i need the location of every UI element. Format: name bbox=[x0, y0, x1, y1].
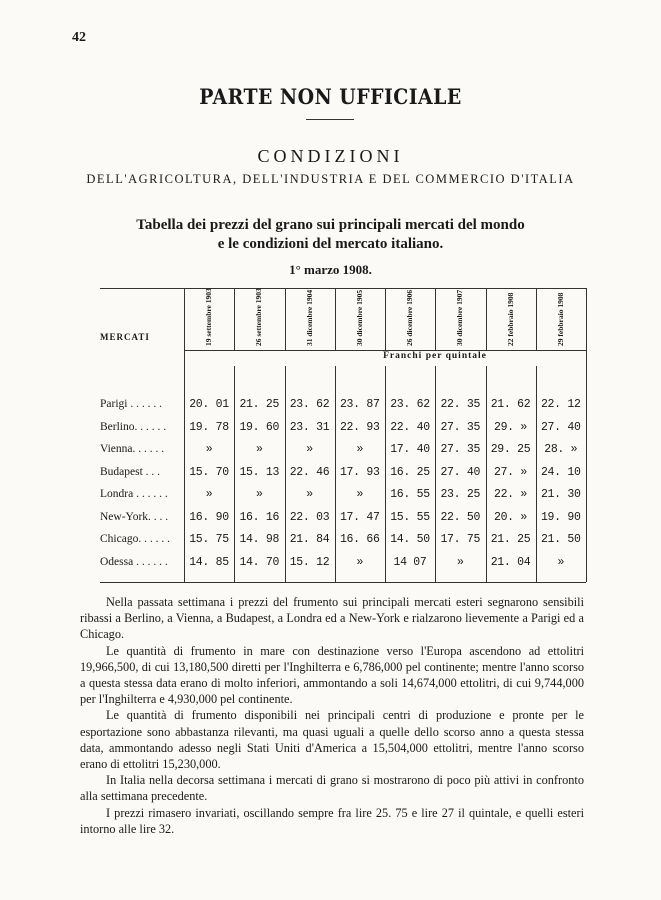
column-header-label: 19 settembre 1903 bbox=[204, 288, 213, 346]
price-cell: » bbox=[557, 555, 565, 569]
price-cell: 23. 62 bbox=[390, 398, 430, 411]
price-cell: » bbox=[205, 443, 213, 456]
column-header-label: 30 dicembre 1907 bbox=[455, 289, 465, 346]
price-cell: 21. 30 bbox=[540, 488, 581, 501]
price-cell: 16. 66 bbox=[339, 533, 380, 546]
table-row bbox=[100, 533, 586, 553]
market-name: Londra . . . . . . bbox=[100, 488, 168, 500]
price-cell: » bbox=[356, 488, 364, 501]
table-date: 1° marzo 1908. bbox=[289, 262, 372, 277]
price-cell: 27. 35 bbox=[440, 420, 481, 434]
table-row bbox=[100, 398, 586, 418]
column-header bbox=[335, 289, 385, 346]
column-header-label: 26 dicembre 1906 bbox=[405, 289, 414, 346]
market-name: Berlino. . . . . . bbox=[100, 420, 167, 433]
price-cell: 15. 13 bbox=[239, 465, 280, 479]
paragraph: Le quantità di frumento disponibili nei principali centri di produzione e pronte per le esportazione sono abbastanza rilevanti, ma quasi uguali a quelle dello scorso anno a questa stessa data, ammontando adesso negli Stati Uniti d'America a 15,504,000 ettolitri, mentre l'anno scorso erano di ettolitri 15,230,000. bbox=[80, 708, 584, 772]
price-cell: 15. 55 bbox=[390, 510, 430, 524]
unit-label: Franchi per quintale bbox=[383, 351, 487, 361]
price-cell: 16. 16 bbox=[239, 510, 280, 524]
article-body bbox=[80, 594, 584, 837]
market-name: Odessa . . . . . . bbox=[100, 555, 168, 568]
title-divider bbox=[306, 119, 354, 120]
price-cell: 27. 40 bbox=[440, 465, 481, 479]
price-cell: 14. 98 bbox=[239, 533, 280, 546]
price-cell: » bbox=[306, 488, 313, 501]
price-cell: 21. 50 bbox=[540, 533, 581, 546]
price-cell: 20. » bbox=[493, 510, 527, 524]
column-header bbox=[435, 289, 485, 346]
price-cell: » bbox=[356, 443, 364, 456]
price-cell: 14. 85 bbox=[189, 555, 229, 569]
price-cell: 19. 90 bbox=[540, 510, 581, 524]
price-cell: 19. 78 bbox=[189, 420, 229, 434]
price-cell: 23. 62 bbox=[289, 398, 330, 411]
price-cell: 28. » bbox=[544, 443, 578, 456]
table-rule bbox=[184, 350, 586, 351]
price-cell: 14. 70 bbox=[239, 555, 280, 569]
table-row bbox=[100, 511, 586, 531]
price-cell: 21. 25 bbox=[490, 533, 531, 546]
column-header-label: 30 dicembre 1905 bbox=[354, 289, 364, 346]
market-name: Vienna. . . . . . bbox=[100, 443, 165, 455]
row-header-label: MERCATI bbox=[100, 332, 150, 342]
price-cell: 22. 50 bbox=[440, 510, 481, 524]
column-header bbox=[536, 294, 586, 346]
table-title-line-2: e le condizioni del mercato italiano. bbox=[217, 236, 444, 252]
price-cell: 23. 31 bbox=[289, 420, 330, 434]
price-cell: » bbox=[255, 488, 263, 501]
price-cell: 27. 40 bbox=[540, 420, 581, 434]
price-cell: » bbox=[356, 555, 364, 569]
column-header bbox=[184, 288, 234, 346]
price-cell: 21. 04 bbox=[490, 555, 531, 569]
table-title bbox=[0, 216, 661, 254]
price-cell: 16. 25 bbox=[390, 465, 430, 479]
table-rule bbox=[100, 582, 586, 583]
price-cell: 29. 25 bbox=[490, 443, 531, 456]
paragraph: I prezzi rimasero invariati, oscillando sempre fra lire 25. 75 e lire 27 il quintale, e quelli esteri intorno alle lire 32. bbox=[80, 805, 584, 836]
price-cell: 22. 40 bbox=[390, 420, 430, 434]
price-cell: 14 07 bbox=[393, 555, 427, 569]
price-cell: 29. » bbox=[493, 420, 527, 434]
price-cell: 22. 93 bbox=[339, 420, 380, 434]
price-cell: 22. 35 bbox=[440, 398, 481, 411]
price-cell: 22. » bbox=[493, 488, 527, 501]
table-row bbox=[100, 556, 586, 576]
market-name: Budapest . . . bbox=[100, 465, 161, 478]
column-header bbox=[285, 289, 335, 346]
column-header-label: 26 settembre 1903 bbox=[254, 288, 264, 346]
table-title-line-1: Tabella dei prezzi del grano sui principali mercati del mondo bbox=[136, 217, 525, 233]
column-header-label: 29 febbraio 1908 bbox=[555, 292, 565, 346]
price-cell: » bbox=[456, 555, 464, 569]
price-cell: 20. 01 bbox=[189, 398, 229, 411]
price-cell: 22. 03 bbox=[289, 510, 330, 524]
price-cell: » bbox=[306, 443, 313, 456]
price-cell: 15. 12 bbox=[289, 555, 330, 569]
table-row bbox=[100, 466, 586, 486]
price-cell: 27. » bbox=[493, 465, 527, 479]
market-name: New-York. . . . bbox=[100, 510, 169, 523]
table-row bbox=[100, 443, 586, 463]
price-cell: » bbox=[255, 443, 263, 456]
price-cell: 22. 46 bbox=[289, 465, 330, 479]
price-cell: 23. 25 bbox=[440, 488, 481, 501]
column-header bbox=[234, 288, 284, 346]
price-cell: 17. 47 bbox=[339, 510, 380, 524]
price-cell: 19. 60 bbox=[239, 420, 280, 434]
price-cell: 21. 84 bbox=[289, 533, 330, 546]
page-number: 42 bbox=[72, 30, 86, 45]
main-title: PARTE NON UFFICIALE bbox=[199, 84, 462, 109]
column-header-label: 31 dicembre 1904 bbox=[304, 289, 314, 346]
price-table bbox=[100, 288, 586, 582]
market-name: Chicago. . . . . . bbox=[100, 533, 170, 545]
column-rule bbox=[586, 288, 587, 582]
column-header bbox=[385, 289, 435, 346]
price-cell: 24. 10 bbox=[540, 465, 581, 479]
table-rule bbox=[100, 288, 586, 289]
price-cell: 21. 62 bbox=[490, 398, 531, 411]
section-title: CONDIZIONI bbox=[257, 146, 404, 166]
price-cell: 16. 90 bbox=[189, 510, 229, 524]
price-cell: 17. 75 bbox=[440, 533, 481, 546]
price-cell: 22. 12 bbox=[540, 398, 581, 411]
price-cell: » bbox=[205, 488, 213, 501]
price-cell: 15. 75 bbox=[189, 533, 229, 546]
price-cell: 21. 25 bbox=[239, 398, 280, 411]
price-cell: 15. 70 bbox=[189, 465, 229, 479]
market-name: Parigi . . . . . . bbox=[100, 398, 162, 410]
paragraph: Nella passata settimana i prezzi del frumento sui principali mercati esteri segnarono sensibili ribassi a Berlino, a Vienna, a Budapest, a Londra ed a New-York e rialzarono lievemente a Parigi ed a Chicago. bbox=[80, 595, 584, 642]
column-header-label: 22 febbraio 1908 bbox=[505, 292, 515, 346]
paragraph: Le quantità di frumento in mare con destinazione verso l'Europa ascendono ad ettolitri 19,966,500, di cui 13,180,500 diretti per l'Inghilterra e 6,786,000 pel continente; mentre l'anno scorso a questa stessa data erano di molto inferiori, ammontando a soli 14,674,000 ettolitri, di cui 9,744,000 per l'Inghilterra e 4,930,000 pel continente. bbox=[80, 643, 584, 707]
price-cell: 14. 50 bbox=[390, 533, 430, 546]
column-header bbox=[486, 294, 536, 346]
price-cell: 16. 55 bbox=[390, 488, 430, 501]
table-row bbox=[100, 488, 586, 508]
paragraph: In Italia nella decorsa settimana i mercati di grano si mostrarono di poco più attivi in confronto alla settimana precedente. bbox=[80, 773, 584, 804]
price-cell: 23. 87 bbox=[339, 398, 380, 411]
section-subtitle: DELL'AGRICOLTURA, DELL'INDUSTRIA E DEL COMMERCIO D'ITALIA bbox=[86, 172, 575, 186]
table-row bbox=[100, 421, 586, 441]
price-cell: 17. 40 bbox=[390, 443, 430, 456]
price-cell: 27. 35 bbox=[440, 443, 481, 456]
price-cell: 17. 93 bbox=[339, 465, 380, 479]
